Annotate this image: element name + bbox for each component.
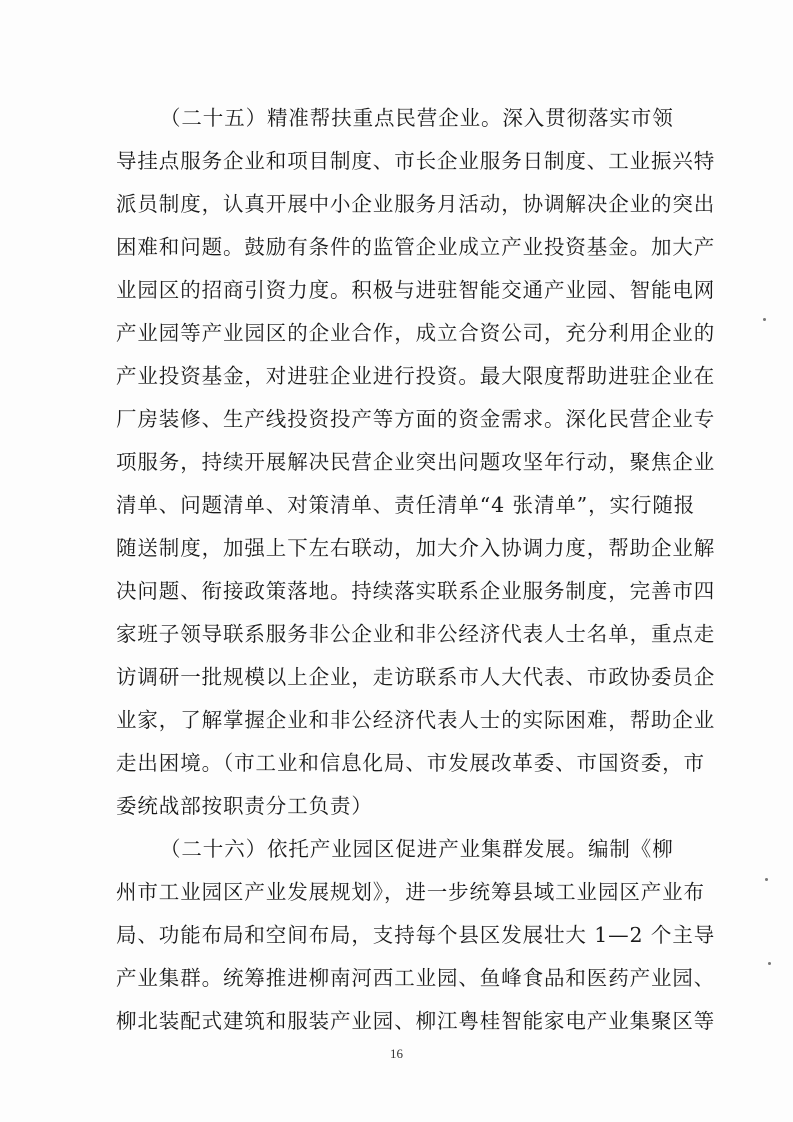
scan-speck (763, 318, 766, 321)
text-line: 产业投资基金，对进驻企业进行投资。最大限度帮助进驻企业在 (116, 364, 716, 388)
text-line: 业家，了解掌握企业和非公经济代表人士的实际困难，帮助企业 (116, 708, 716, 732)
text-line: 随送制度，加强上下左右联动，加大介入协调力度，帮助企业解 (116, 536, 716, 560)
text-line: 项服务，持续开展解决民营企业突出问题攻坚年行动，聚焦企业 (116, 450, 716, 474)
text-line: 厂房装修、生产线投资投产等方面的资金需求。深化民营企业专 (116, 407, 716, 431)
text-line: 走出困境。（市工业和信息化局、市发展改革委、市国资委，市 (116, 751, 705, 775)
page-number: 16 (390, 1046, 403, 1061)
text-line: 家班子领导联系服务非公企业和非公经济代表人士名单，重点走 (116, 622, 716, 646)
text-line: 导挂点服务企业和项目制度、市长企业服务日制度、工业振兴特 (116, 149, 716, 173)
text-line: 困难和问题。鼓励有条件的监管企业成立产业投资基金。加大产 (116, 235, 716, 259)
text-line: 决问题、衔接政策落地。持续落实联系企业服务制度，完善市四 (116, 579, 716, 603)
text-line: 柳北装配式建筑和服装产业园、柳江粤桂智能家电产业集聚区等 (116, 1009, 716, 1033)
text-line: 局、功能布局和空间布局，支持每个县区发展壮大 1—2 个主导 (116, 923, 716, 947)
text-line: 州市工业园区产业发展规划》，进一步统筹县域工业园区产业布 (116, 880, 705, 904)
text-line: 访调研一批规模以上企业，走访联系市人大代表、市政协委员企 (116, 665, 716, 689)
text-line: 产业园等产业园区的企业合作，成立合资公司，充分利用企业的 (116, 321, 716, 345)
text-line: 业园区的招商引资力度。积极与进驻智能交通产业园、智能电网 (116, 278, 716, 302)
text-line: 清单、问题清单、对策清单、责任清单“4 张清单”，实行随报 (116, 493, 696, 517)
text-line: （二十五）精准帮扶重点民营企业。深入贯彻落实市领 (160, 106, 674, 130)
text-line: 派员制度，认真开展中小企业服务月活动，协调解决企业的突出 (116, 192, 716, 216)
text-line: （二十六）依托产业园区促进产业集群发展。编制《柳 (160, 837, 674, 861)
scan-speck (768, 962, 771, 965)
text-line: 产业集群。统筹推进柳南河西工业园、鱼峰食品和医药产业园、 (116, 966, 716, 990)
text-line: 委统战部按职责分工负责） (116, 794, 373, 818)
scan-speck (765, 878, 768, 881)
